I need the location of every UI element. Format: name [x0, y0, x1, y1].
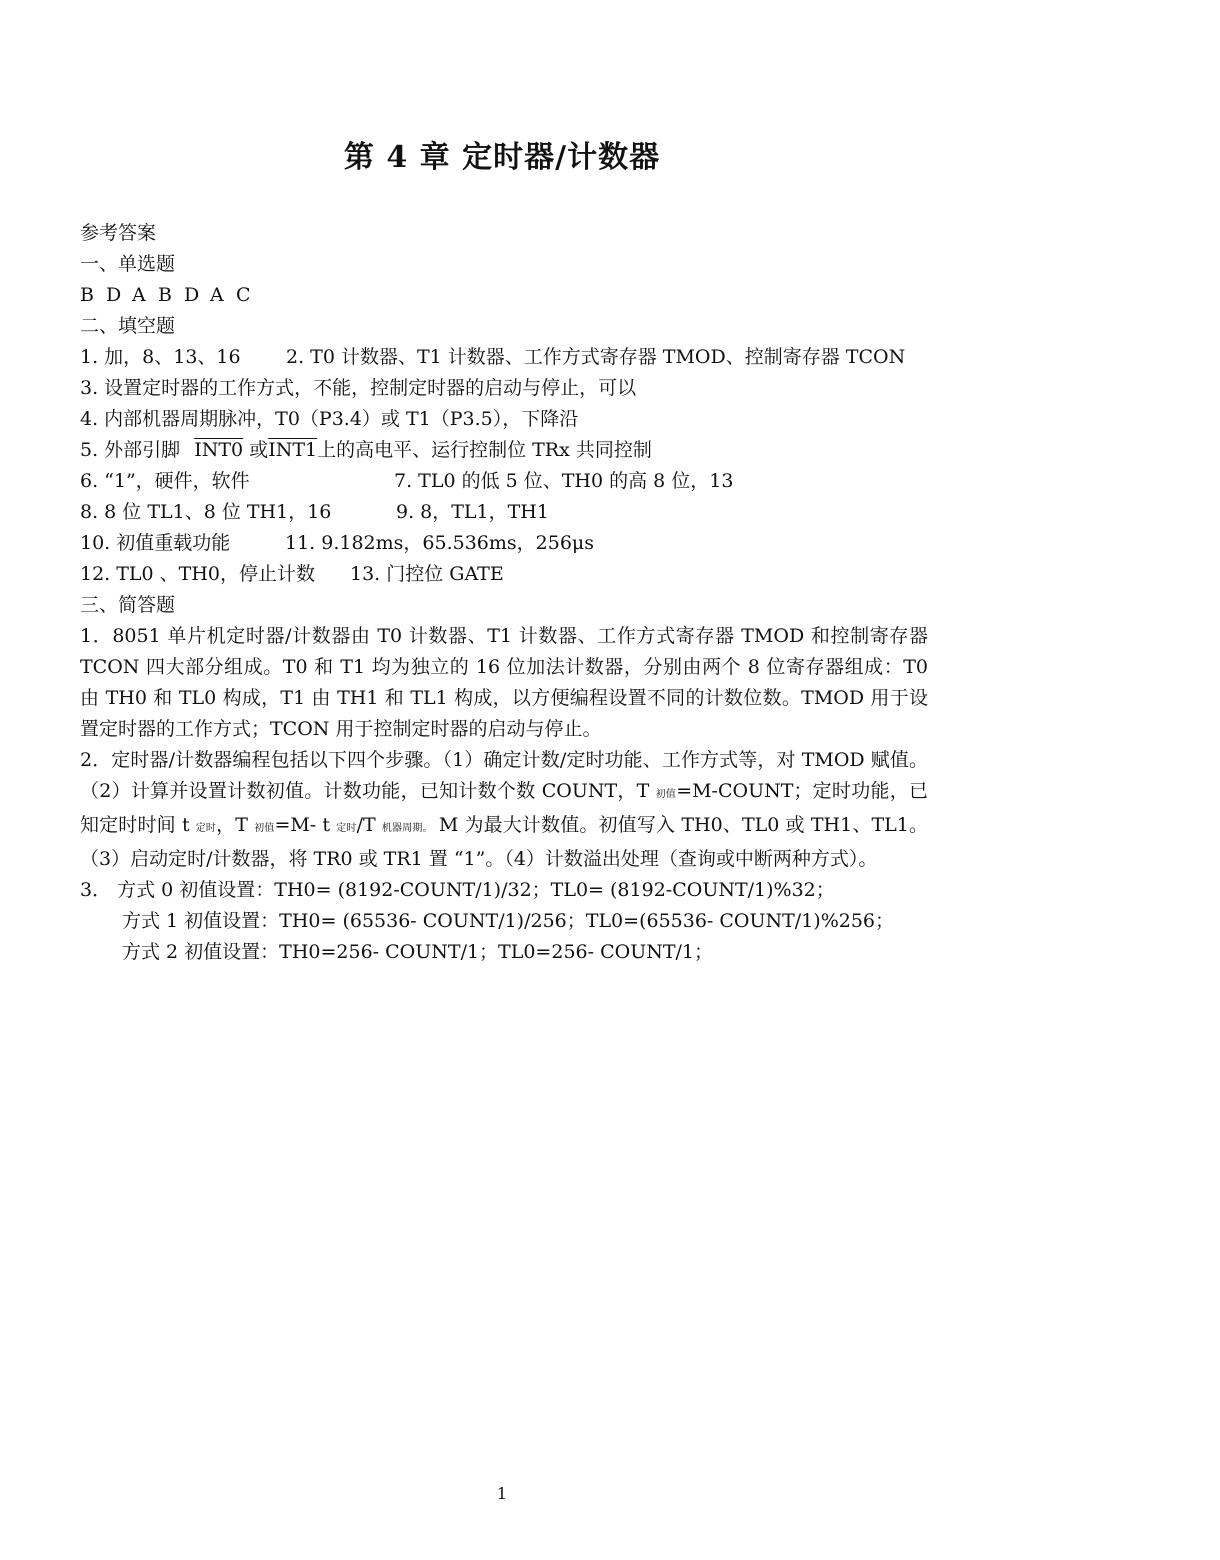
- fill-answer-7: 7. TL0 的低 5 位、TH0 的高 8 位，13: [394, 470, 734, 492]
- int1-pin: INT1: [268, 439, 318, 461]
- fill-answer-1: 1. 加，8、13、16: [80, 346, 241, 368]
- short-answer-2-text: /T: [356, 814, 382, 836]
- document-body: [80, 218, 928, 968]
- choice-answer: D: [184, 284, 200, 306]
- short-answer-1: 1．8051 单片机定时器/计数器由 T0 计数器、T1 计数器、工作方式寄存器 TMOD 和控制寄存器 TCON 四大部分组成。T0 和 T1 均为独立的 16 位加法计数器，分别由两个 8 位寄存器组成：T0 由 TH0 和 TL0 构成，T1 由 TH1 和 TL1 构成，以方便编程设置不同的计数位数。TMOD 用于设置定时器的工作方式；TCON 用于控制定时器的启动与停止。: [80, 625, 928, 740]
- fill-line-6: [80, 466, 928, 497]
- answer-heading: 参考答案: [80, 222, 157, 244]
- fill-line-10: [80, 528, 928, 559]
- subscript: 初值: [254, 823, 275, 834]
- fill-answer-11: 11. 9.182ms，65.536ms，256μs: [285, 532, 595, 554]
- section-2-heading: 二、填空题: [80, 315, 176, 337]
- fill-answer-13: 13. 门控位 GATE: [350, 563, 504, 585]
- choice-answer: D: [106, 284, 122, 306]
- subscript: 定时: [336, 823, 357, 834]
- fill-line-1: [80, 342, 928, 373]
- fill-line-5: [80, 435, 928, 466]
- short-answer-2-text: 2．定时器/计数器编程包括以下四个步骤。（1）确定计数/定时功能、工作方式等，对 TMOD 赋值。（2）计算并设置计数初值。计数功能，已知计数个数 COUNT，T: [80, 749, 928, 802]
- fill-answer-12: 12. TL0 、TH0，停止计数: [80, 563, 316, 585]
- short-answer-2-text: M 为最大计数值。初值写入 TH0、TL0 或 TH1、TL1。（3）启动定时/计数器，将 TR0 或 TR1 置 “1”。（4）计数溢出处理（查询或中断两种方式）。: [80, 814, 929, 870]
- int0-pin: INT0: [194, 439, 244, 461]
- subscript: 初值: [655, 789, 677, 800]
- short-answer-2-text: =M- t: [274, 814, 337, 836]
- short-answer-3-line-3: 方式 2 初值设置：TH0=256- COUNT/1；TL0=256- COUNT/1；: [122, 941, 713, 963]
- fill-answer-5-or: 或: [249, 439, 269, 461]
- short-answer-2-text: =M-COUNT；定时功能，已知定时时间 t: [80, 780, 928, 836]
- choice-answer: A: [132, 284, 146, 306]
- fill-answer-6: 6. “1”，硬件，软件: [80, 470, 250, 492]
- choice-answers: [80, 280, 928, 311]
- fill-answer-3: 3. 设置定时器的工作方式，不能，控制定时器的启动与停止，可以: [80, 377, 637, 399]
- subscript: 机器周期。: [381, 823, 433, 834]
- fill-answer-8: 8. 8 位 TL1、8 位 TH1，16: [80, 501, 332, 523]
- fill-line-8: [80, 497, 928, 528]
- choice-answer: C: [236, 284, 251, 306]
- short-answer-3-line-2: 方式 1 初值设置：TH0= (65536- COUNT/1)/256；TL0=(65536- COUNT/1)%256；: [122, 910, 895, 932]
- fill-answer-5-suffix: 上的高电平、运行控制位 TRx 共同控制: [317, 439, 652, 461]
- fill-answer-10: 10. 初值重载功能: [80, 532, 231, 554]
- fill-answer-2: 2. T0 计数器、T1 计数器、工作方式寄存器 TMOD、控制寄存器 TCON: [286, 346, 906, 368]
- fill-answer-4: 4. 内部机器周期脉冲，T0（P3.4）或 T1（P3.5），下降沿: [80, 408, 579, 430]
- fill-answer-9: 9. 8，TL1，TH1: [396, 501, 549, 523]
- fill-line-12: [80, 559, 928, 590]
- choice-answer: B: [80, 284, 94, 306]
- subscript: 定时: [195, 823, 217, 834]
- section-1-heading: 一、单选题: [80, 253, 176, 275]
- fill-answer-5-prefix: 5. 外部引脚: [80, 439, 181, 461]
- short-answer-2: [80, 745, 928, 875]
- choice-answer: B: [158, 284, 172, 306]
- section-3-heading: 三、简答题: [80, 594, 176, 616]
- choice-answer: A: [210, 284, 224, 306]
- short-answer-2-text: ，T: [216, 814, 255, 836]
- short-answer-3-line-1: 3． 方式 0 初值设置：TH0= (8192-COUNT/1)/32；TL0= (8192-COUNT/1)%32；: [80, 879, 835, 901]
- page-number: 1: [496, 1484, 508, 1503]
- page-title: 第 4 章 定时器/计数器: [343, 140, 661, 175]
